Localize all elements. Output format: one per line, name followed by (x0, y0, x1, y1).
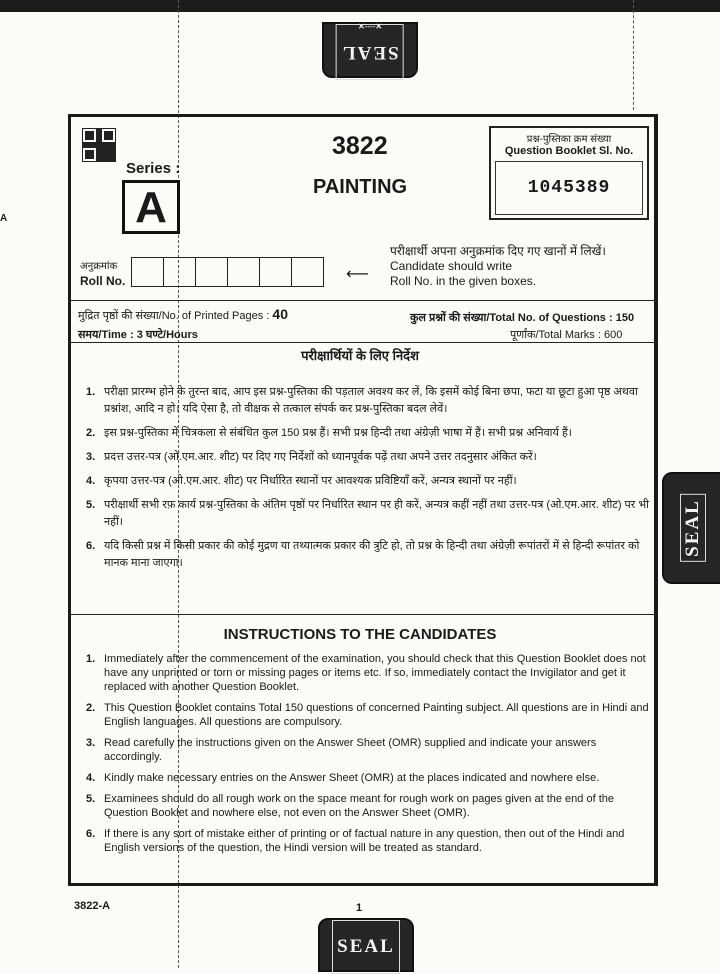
seal-text: SEAL (332, 920, 400, 974)
booklet-number: 1045389 (495, 161, 643, 215)
english-instruction-item (86, 701, 652, 729)
english-instruction-item (86, 827, 652, 855)
total-marks: पूर्णांक/Total Marks : 600 (510, 329, 623, 341)
divider (68, 342, 658, 343)
roll-label-hindi: अनुक्रमांक (80, 261, 118, 272)
top-dark-band (0, 0, 720, 12)
arrow-left-icon: ⟵ (346, 266, 369, 283)
booklet-label-hindi: प्रश्न-पुस्तिका क्रम संख्या (526, 134, 612, 145)
item-number: 2. (86, 702, 96, 714)
item-text: इस प्रश्न-पुस्तिका में चित्रकला से संबंधित कुल 150 प्रश्न हैं। सभी प्रश्न हिन्दी तथा अंग्रेज़ी भाषा में हैं। सभी प्रश्न अनिवार्य हैं। (104, 427, 572, 439)
item-text: कृपया उत्तर-पत्र (ओ.एम.आर. शीट) पर निर्धारित स्थानों पर आवश्यक प्रविष्टियाँ करें, अन्यत्र स्थानों पर नहीं। (104, 475, 517, 487)
item-number: 1. (86, 653, 96, 665)
series-label: Series : (126, 160, 181, 177)
perforation-line (633, 0, 634, 110)
item-text: Examinees should do all rough work on the space meant for rough work on pages given at the end of the Question Booklet and nowhere else, not even on the Answer Sheet (OMR). (104, 793, 614, 819)
roll-note-english-2: Roll No. in the given boxes. (390, 274, 537, 288)
item-number: 4. (86, 475, 96, 487)
seal-side (662, 472, 720, 584)
footer-code: 3822-A (74, 900, 111, 912)
seal-text: SEAL (336, 24, 404, 80)
item-text: यदि किसी प्रश्न में किसी प्रकार की कोई मुद्रण या तथ्यात्मक प्रकार की त्रुटि हो, तो प्रश्न के हिन्दी तथा अंग्रेज़ी रूपांतरों में से हिन्दी रूपांतर को मानक माना जाएगा। (104, 540, 640, 569)
total-questions: कुल प्रश्नों की संख्या/Total No. of Questions : 150 (410, 312, 635, 324)
item-number: 3. (86, 737, 96, 749)
roll-note-hindi: परीक्षार्थी अपना अनुक्रमांक दिए गए खानों में लिखें। (390, 244, 606, 258)
item-number: 5. (86, 793, 96, 805)
item-number: 2. (86, 427, 96, 439)
roll-digit-box[interactable] (227, 257, 260, 287)
hindi-instruction-item (86, 384, 652, 418)
item-number: 6. (86, 828, 96, 840)
item-text: Immediately after the commencement of the examination, you should check that this Question Booklet does not have any unprinted or torn or missing pages or items etc. If so, immediately contact the Invigilator and get it replaced with another Question Booklet. (104, 653, 646, 693)
item-number: 4. (86, 772, 96, 784)
item-number: 5. (86, 499, 96, 511)
hindi-instruction-item (86, 538, 652, 572)
hindi-instruction-item (86, 473, 652, 490)
roll-number-boxes[interactable] (132, 257, 324, 287)
divider (68, 614, 658, 615)
booklet-label-english: Question Booklet Sl. No. (504, 145, 634, 157)
roll-note (390, 244, 606, 289)
hindi-instructions-title: परीक्षार्थियों के लिए निर्देश (301, 348, 419, 363)
roll-label-english: Roll No. (80, 274, 126, 288)
printed-pages-label: मुद्रित पृष्ठों की संख्या/No. of Printed Pages : (78, 310, 270, 322)
item-number: 1. (86, 386, 96, 398)
english-instruction-item (86, 792, 652, 820)
printed-pages-value: 40 (272, 306, 288, 322)
item-number: 6. (86, 540, 96, 552)
paper-code: 3822 (332, 132, 388, 160)
item-text: Kindly make necessary entries on the Answer Sheet (OMR) at the places indicated and nowhere else. (104, 772, 600, 784)
english-instructions-title: INSTRUCTIONS TO THE CANDIDATES (223, 626, 497, 643)
english-instructions-list (86, 652, 652, 862)
hindi-instructions-list (86, 384, 652, 579)
item-text: If there is any sort of mistake either of printing or of factual nature in any question, then out of the Hindi and English versions of the question, the Hindi version will be treated as standard. (104, 828, 625, 854)
hindi-instruction-item (86, 425, 652, 442)
roll-note-english-1: Candidate should write (390, 259, 513, 273)
page-number: 1 (356, 902, 363, 914)
english-instruction-item (86, 652, 652, 694)
margin-series-marker: A (0, 213, 8, 224)
subject-title: PAINTING (313, 176, 408, 198)
hindi-instruction-item (86, 497, 652, 531)
seal-cross-marks: ✕----✕ (357, 22, 383, 31)
booklet-number-box (489, 126, 649, 220)
item-text: Read carefully the instructions given on the Answer Sheet (OMR) supplied and indicate your answers accordingly. (104, 737, 597, 763)
roll-digit-box[interactable] (163, 257, 196, 287)
item-number: 3. (86, 451, 96, 463)
hindi-instruction-item (86, 449, 652, 466)
qr-code-icon (82, 128, 116, 162)
item-text: परीक्षार्थी सभी रफ़ कार्य प्रश्न-पुस्तिका के अंतिम पृष्ठों पर निर्धारित स्थान पर ही करें, अन्यत्र कहीं नहीं तथा उत्तर-पत्र (ओ.एम.आर. शीट) पर भी नहीं। (104, 499, 649, 528)
item-text: प्रदत्त उत्तर-पत्र (ओ.एम.आर. शीट) पर दिए गए निर्देशों को ध्यानपूर्वक पढ़ें तथा अपने उत्तर तदनुसार अंकित करें। (104, 451, 537, 463)
seal-top (322, 22, 418, 78)
english-instruction-item (86, 736, 652, 764)
seal-bottom (318, 918, 414, 972)
english-instruction-item (86, 771, 652, 785)
roll-digit-box[interactable] (195, 257, 228, 287)
roll-digit-box[interactable] (259, 257, 292, 287)
printed-pages (78, 306, 288, 323)
item-text: This Question Booklet contains Total 150 questions of concerned Painting subject. All questions are in Hindi and English languages. All questions are compulsory. (104, 702, 649, 728)
series-box: A (122, 180, 180, 234)
roll-digit-box[interactable] (291, 257, 324, 287)
time-allowed: समय/Time : 3 घण्टे/Hours (78, 329, 198, 341)
roll-digit-box[interactable] (131, 257, 164, 287)
seal-text: SEAL (680, 494, 706, 562)
divider (68, 300, 658, 301)
item-text: परीक्षा प्रारम्भ होने के तुरन्त बाद, आप इस प्रश्न-पुस्तिका की पड़ताल अवश्य कर लें, कि इसमें कोई बिना छपा, फटा या छूटा हुआ पृष्ठ अथवा प्रश्नांश, आदि न हो। यदि ऐसा है, तो वीक्षक से तत्काल संपर्क कर प्रश्न-पुस्तिका बदल लेवें। (104, 386, 638, 415)
